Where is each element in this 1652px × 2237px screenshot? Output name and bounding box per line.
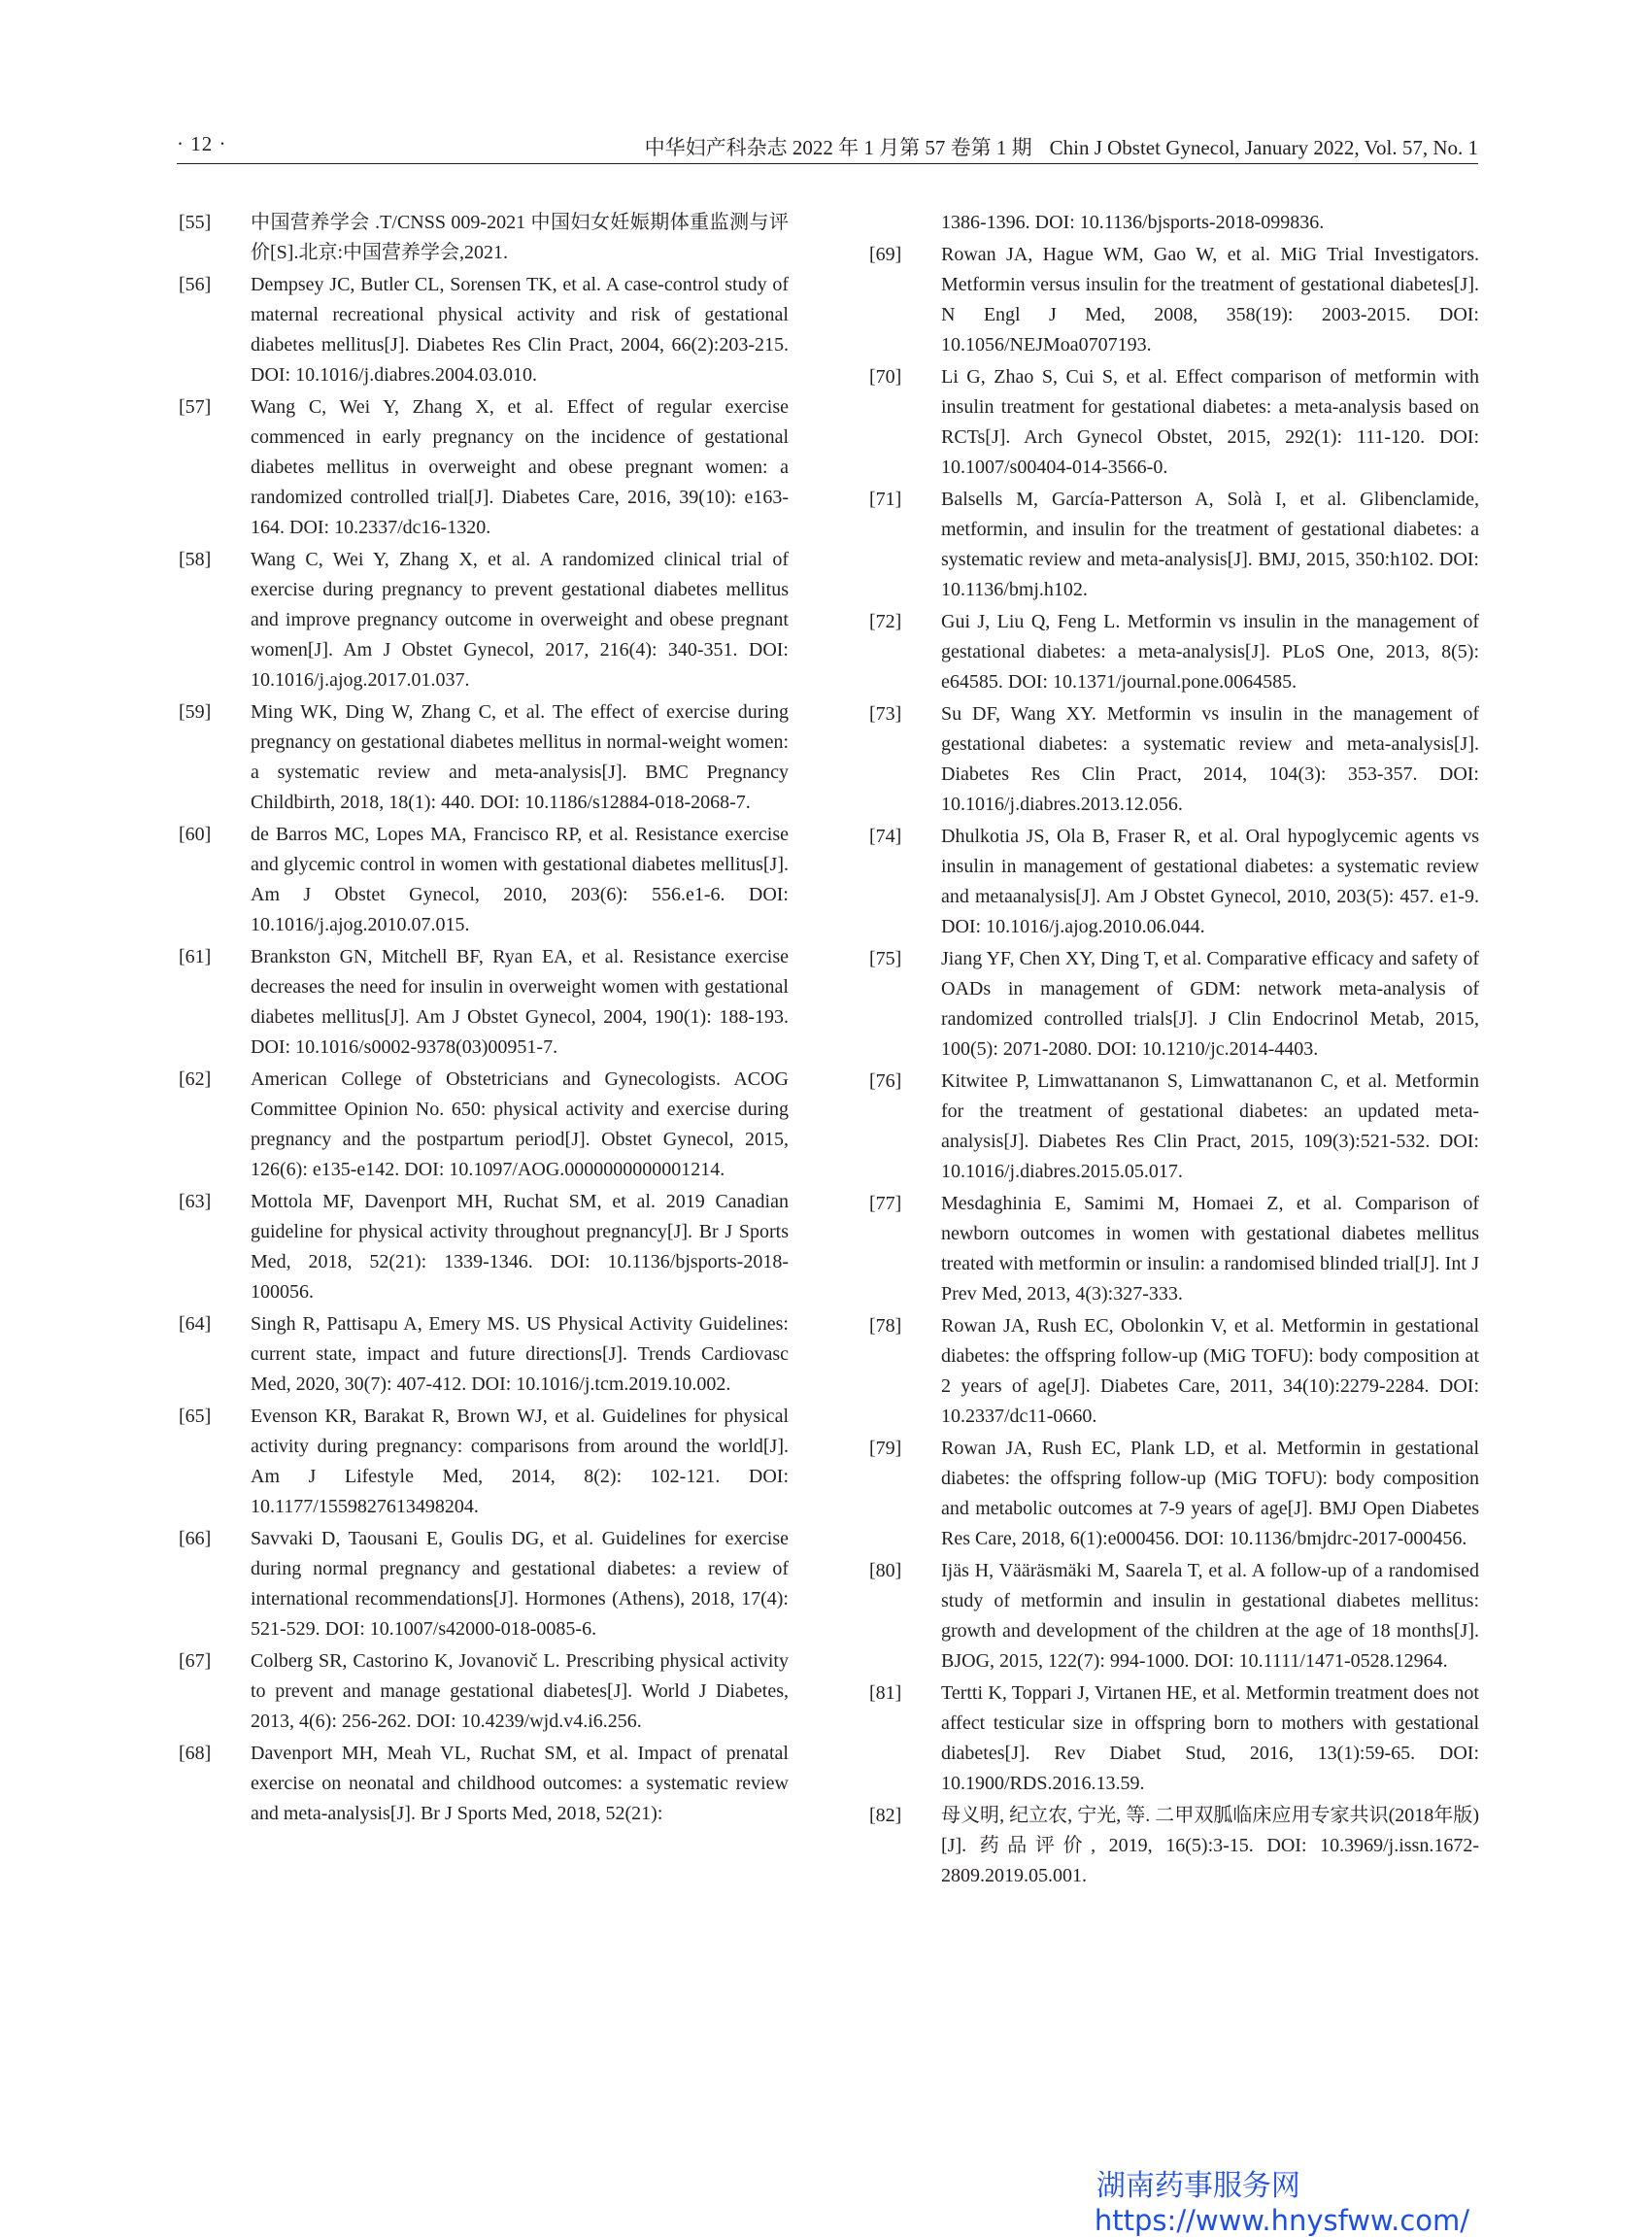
reference-item	[869, 1556, 1479, 1677]
reference-item	[179, 1739, 789, 1829]
reference-number: [80]	[869, 1560, 902, 1581]
reference-number: [61]	[179, 946, 212, 967]
reference-item	[869, 1311, 1479, 1432]
reference-text: Ming WK, Ding W, Zhang C, et al. The effect of exercise during pregnancy on gestational diabetes mellitus in normal-weight women: a systematic review and meta-analysis[J]. BMC Pregnancy Childbirth, 2018, 18(1): 440. DOI: 10.1186/s12884-018-2068-7.	[251, 701, 789, 813]
reference-number: [66]	[179, 1528, 212, 1549]
reference-text: Rowan JA, Rush EC, Obolonkin V, et al. Metformin in gestational diabetes: the offspring follow-up (MiG TOFU): body composition at 2 years of age[J]. Diabetes Care, 2011, 34(10):2279-2284. DOI: 10.2337/dc11-0660.	[941, 1315, 1479, 1427]
reference-item	[869, 362, 1479, 483]
reference-item	[869, 1801, 1479, 1891]
reference-number: [67]	[179, 1650, 212, 1672]
reference-item	[869, 822, 1479, 942]
reference-text: Tertti K, Toppari J, Virtanen HE, et al. Metformin treatment does not affect testicular size in offspring born to mothers with gestational diabetes[J]. Rev Diabet Stud, 2016, 13(1):59-65. DOI: 10.1900/RDS.2016.13.59.	[941, 1682, 1479, 1794]
reference-number: [71]	[869, 489, 902, 510]
reference-text: American College of Obstetricians and Gynecologists. ACOG Committee Opinion No. 650: physical activity and exercise during pregnancy and the postpartum period[J]. Obstet Gynecol, 2015, 126(6): e135-e142. DOI: 10.1097/AOG.0000000000001214.	[251, 1068, 789, 1180]
reference-item	[179, 1402, 789, 1522]
reference-text: Su DF, Wang XY. Metformin vs insulin in the management of gestational diabetes: a systematic review and meta-analysis[J]. Diabetes Res Clin Pract, 2014, 104(3): 353-357. DOI: 10.1016/j.diabres.2013.12.056.	[941, 703, 1479, 815]
reference-item	[179, 1524, 789, 1644]
reference-number: [77]	[869, 1193, 902, 1214]
reference-text: Evenson KR, Barakat R, Brown WJ, et al. Guidelines for physical activity during pregnancy: comparisons from around the world[J]. Am J Lifestyle Med, 2014, 8(2): 102-121. DOI: 10.1177/1559827613498204.	[251, 1406, 789, 1517]
reference-text: Rowan JA, Rush EC, Plank LD, et al. Metformin in gestational diabetes: the offspring follow-up (MiG TOFU): body composition and metabolic outcomes at 7-9 years of age[J]. BMJ Open Diabetes Res Care, 2018, 6(1):e000456. DOI: 10.1136/bmjdrc-2017-000456.	[941, 1438, 1479, 1549]
reference-continuation	[869, 208, 1479, 238]
reference-item	[869, 485, 1479, 605]
journal-title-en: Chin J Obstet Gynecol, January 2022, Vol. 57, No. 1	[1049, 136, 1478, 159]
reference-item	[179, 1065, 789, 1185]
reference-number: [76]	[869, 1070, 902, 1092]
reference-text: Rowan JA, Hague WM, Gao W, et al. MiG Trial Investigators. Metformin versus insulin for the treatment of gestational diabetes[J]. N Engl J Med, 2008, 358(19): 2003-2015. DOI: 10.1056/NEJMoa0707193.	[941, 244, 1479, 356]
reference-text: Balsells M, García-Patterson A, Solà I, et al. Glibenclamide, metformin, and insulin for the treatment of gestational diabetes: a systematic review and meta-analysis[J]. BMJ, 2015, 350:h102. DOI: 10.1136/bmj.h102.	[941, 489, 1479, 600]
reference-item	[869, 1189, 1479, 1309]
reference-item	[179, 270, 789, 390]
left-column	[179, 208, 789, 1831]
reference-text: Dempsey JC, Butler CL, Sorensen TK, et al. A case-control study of maternal recreational physical activity and risk of gestational diabetes mellitus[J]. Diabetes Res Clin Pract, 2004, 66(2):203-215. DOI: 10.1016/j.diabres.2004.03.010.	[251, 274, 789, 386]
reference-number: [69]	[869, 244, 902, 265]
reference-item	[179, 1309, 789, 1400]
watermark-site-name: 湖南药事服务网	[1096, 2169, 1300, 2203]
reference-text: 中国营养学会 .T/CNSS 009-2021 中国妇女妊娠期体重监测与评价[S].北京:中国营养学会,2021.	[251, 212, 789, 263]
reference-number: [56]	[179, 274, 212, 295]
reference-text: Li G, Zhao S, Cui S, et al. Effect comparison of metformin with insulin treatment for gestational diabetes: a meta-analysis based on RCTs[J]. Arch Gynecol Obstet, 2015, 292(1): 111-120. DOI: 10.1007/s00404-014-3566-0.	[941, 366, 1479, 478]
reference-number: [65]	[179, 1406, 212, 1427]
reference-item	[179, 820, 789, 940]
reference-number: [70]	[869, 366, 902, 388]
reference-number: [78]	[869, 1315, 902, 1337]
watermark	[1095, 2169, 1469, 2237]
reference-item	[179, 1187, 789, 1307]
reference-text: Dhulkotia JS, Ola B, Fraser R, et al. Oral hypoglycemic agents vs insulin in management of gestational diabetes: a systematic review and metaanalysis[J]. Am J Obstet Gynecol, 2010, 203(5): 457. e1-9. DOI: 10.1016/j.ajog.2010.06.044.	[941, 826, 1479, 937]
reference-text: Singh R, Pattisapu A, Emery MS. US Physical Activity Guidelines: current state, impact and future directions[J]. Trends Cardiovasc Med, 2020, 30(7): 407-412. DOI: 10.1016/j.tcm.2019.10.002.	[251, 1313, 789, 1395]
reference-item	[179, 1646, 789, 1737]
reference-text: Wang C, Wei Y, Zhang X, et al. A randomized clinical trial of exercise during pregnancy to prevent gestational diabetes mellitus and improve pregnancy outcome in overweight and obese pregnant women[J]. Am J Obstet Gynecol, 2017, 216(4): 340-351. DOI: 10.1016/j.ajog.2017.01.037.	[251, 549, 789, 691]
reference-text: Davenport MH, Meah VL, Ruchat SM, et al. Impact of prenatal exercise on neonatal and childhood outcomes: a systematic review and meta-analysis[J]. Br J Sports Med, 2018, 52(21):	[251, 1743, 789, 1824]
page-number: · 12 ·	[177, 132, 227, 155]
reference-item	[869, 699, 1479, 820]
reference-number: [68]	[179, 1743, 212, 1764]
reference-item	[869, 1434, 1479, 1554]
reference-number: [58]	[179, 549, 212, 570]
reference-number: [63]	[179, 1191, 212, 1212]
reference-text: Mottola MF, Davenport MH, Ruchat SM, et al. 2019 Canadian guideline for physical activity throughout pregnancy[J]. Br J Sports Med, 2018, 52(21): 1339-1346. DOI: 10.1136/bjsports-2018-100056.	[251, 1191, 789, 1303]
watermark-url[interactable]: https://www.hnysfww.com/	[1094, 2204, 1469, 2237]
reference-item	[869, 1067, 1479, 1187]
reference-item	[869, 1678, 1479, 1799]
reference-item	[869, 607, 1479, 697]
reference-number: [74]	[869, 826, 902, 847]
reference-text: Colberg SR, Castorino K, Jovanovič L. Prescribing physical activity to prevent and manage gestational diabetes[J]. World J Diabetes, 2013, 4(6): 256-262. DOI: 10.4239/wjd.v4.i6.256.	[251, 1650, 789, 1732]
reference-item	[179, 697, 789, 818]
reference-number: [81]	[869, 1682, 902, 1704]
reference-item	[869, 240, 1479, 360]
reference-number: [73]	[869, 703, 902, 725]
reference-item	[179, 208, 789, 268]
reference-item	[179, 545, 789, 695]
reference-text: Gui J, Liu Q, Feng L. Metformin vs insulin in the management of gestational diabetes: a meta-analysis[J]. PLoS One, 2013, 8(5): e64585. DOI: 10.1371/journal.pone.0064585.	[941, 611, 1479, 693]
reference-text: Jiang YF, Chen XY, Ding T, et al. Comparative efficacy and safety of OADs in management of GDM: network meta-analysis of randomized controlled trials[J]. J Clin Endocrinol Metab, 2015, 100(5): 2071-2080. DOI: 10.1210/jc.2014-4403.	[941, 948, 1479, 1060]
reference-item	[869, 944, 1479, 1065]
reference-item	[179, 392, 789, 543]
reference-number: [59]	[179, 701, 212, 723]
journal-title-cn: 中华妇产科杂志 2022 年 1 月第 57 卷第 1 期	[644, 136, 1032, 159]
reference-number: [55]	[179, 212, 212, 233]
reference-text: 1386-1396. DOI: 10.1136/bjsports-2018-099836.	[941, 212, 1325, 233]
reference-number: [60]	[179, 824, 212, 845]
reference-text: Wang C, Wei Y, Zhang X, et al. Effect of regular exercise commenced in early pregnancy on the incidence of gestational diabetes mellitus in overweight and obese pregnant women: a randomized controlled trial[J]. Diabetes Care, 2016, 39(10): e163-164. DOI: 10.2337/dc16-1320.	[251, 396, 789, 538]
reference-number: [62]	[179, 1068, 212, 1090]
page-header	[177, 132, 1478, 164]
right-column	[869, 208, 1479, 1893]
reference-number: [75]	[869, 948, 902, 969]
reference-text: Brankston GN, Mitchell BF, Ryan EA, et al. Resistance exercise decreases the need for insulin in overweight women with gestational diabetes mellitus[J]. Am J Obstet Gynecol, 2004, 190(1): 188-193. DOI: 10.1016/s0002-9378(03)00951-7.	[251, 946, 789, 1058]
reference-text: Mesdaghinia E, Samimi M, Homaei Z, et al. Comparison of newborn outcomes in women with gestational diabetes mellitus treated with metformin or insulin: a randomised blinded trial[J]. Int J Prev Med, 2013, 4(3):327-333.	[941, 1193, 1479, 1305]
reference-text: 母义明, 纪立农, 宁光, 等. 二甲双胍临床应用专家共识(2018年版)[J]. 药品评价, 2019, 16(5):3-15. DOI: 10.3969/j.issn.1672-2809.2019.05.001.	[941, 1805, 1479, 1886]
reference-number: [79]	[869, 1438, 902, 1459]
reference-text: Ijäs H, Vääräsmäki M, Saarela T, et al. A follow-up of a randomised study of metformin and insulin in gestational diabetes mellitus: growth and development of the children at the age of 18 months[J]. BJOG, 2015, 122(7): 994-1000. DOI: 10.1111/1471-0528.12964.	[941, 1560, 1479, 1672]
reference-text: Kitwitee P, Limwattananon S, Limwattananon C, et al. Metformin for the treatment of gestational diabetes: an updated meta-analysis[J]. Diabetes Res Clin Pract, 2015, 109(3):521-532. DOI: 10.1016/j.diabres.2015.05.017.	[941, 1070, 1479, 1182]
reference-item	[179, 942, 789, 1063]
reference-text: de Barros MC, Lopes MA, Francisco RP, et al. Resistance exercise and glycemic control in women with gestational diabetes mellitus[J]. Am J Obstet Gynecol, 2010, 203(6): 556.e1-6. DOI: 10.1016/j.ajog.2010.07.015.	[251, 824, 789, 935]
journal-citation	[645, 132, 1478, 161]
reference-number: [72]	[869, 611, 902, 632]
right-reference-list	[869, 240, 1479, 1891]
reference-number: [64]	[179, 1313, 212, 1335]
reference-text: Savvaki D, Taousani E, Goulis DG, et al. Guidelines for exercise during normal pregnancy and gestational diabetes: a review of international recommendations[J]. Hormones (Athens), 2018, 17(4): 521-529. DOI: 10.1007/s42000-018-0085-6.	[251, 1528, 789, 1640]
reference-number: [82]	[869, 1805, 902, 1826]
reference-number: [57]	[179, 396, 212, 418]
